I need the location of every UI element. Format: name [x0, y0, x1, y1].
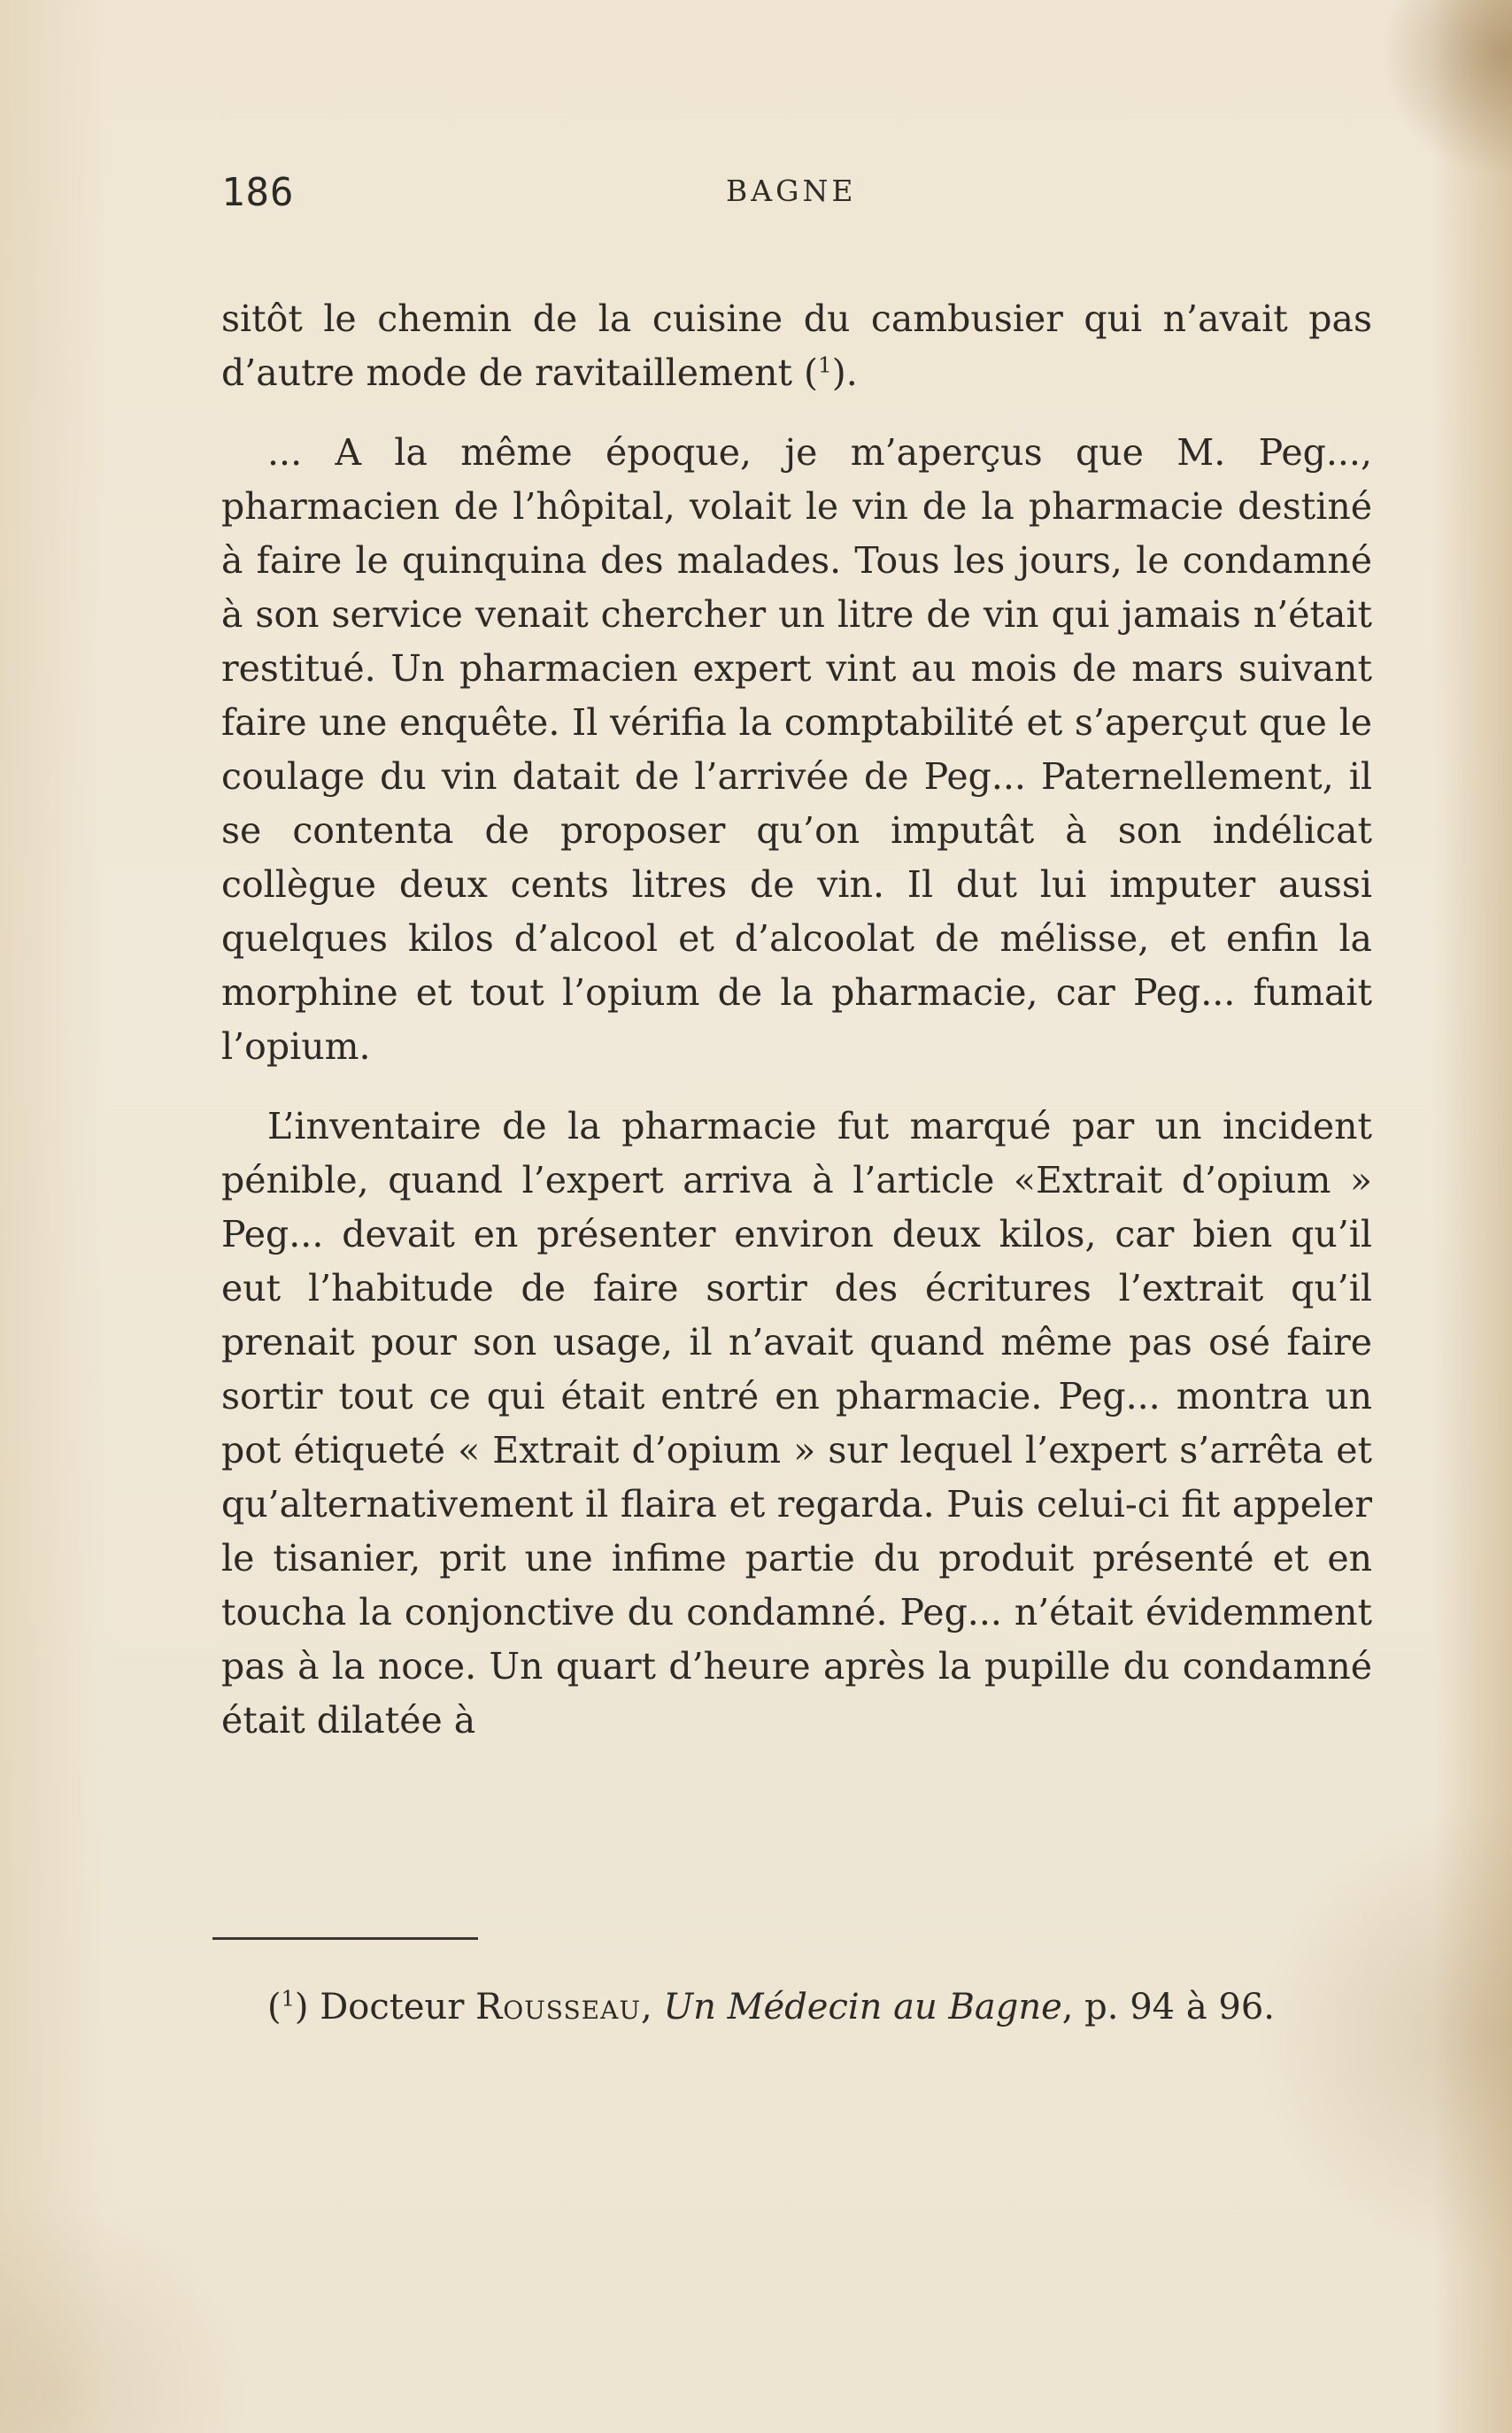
body-text	[221, 292, 1372, 1748]
page-number: 186	[221, 170, 295, 215]
footnote-book-title: Un Médecin au Bagne	[663, 1987, 1062, 2028]
footnote-prefix: Docteur	[308, 1987, 476, 2028]
footnote	[221, 1980, 1372, 2035]
paragraph-continuation	[221, 292, 1372, 400]
footnote-comma: ,	[640, 1987, 664, 2028]
footnote-author: Rousseau	[475, 1987, 641, 2028]
paragraph-1-end: ).	[831, 351, 858, 394]
footnote-marker-open: (	[267, 1987, 282, 2028]
running-title: BAGNE	[726, 174, 857, 208]
footnote-text	[221, 1980, 1372, 2035]
paragraph-3: L’inventaire de la pharmacie fut marqué par un incident pénible, quand l’expert arriva à l’article «Extrait d’opium » Peg... devait en présenter environ deux kilos, car bien qu’il eut l’habitude de faire sortir des écritures l’extrait qu’il prenait pour son usage, il n’avait quand même pas osé faire sortir tout ce qui était entré en pharmacie. Peg... montra un pot étiqueté « Extrait d’opium » sur lequel l’expert s’arrêta et qu’alternativement il flaira et regarda. Puis celui-ci fit appeler le tisanier, prit une infime partie du produit présenté et en toucha la conjonctive du condamné. Peg... n’était évidemment pas à la noce. Un quart d’heure après la pupille du condamné était dilatée à	[221, 1105, 1372, 1742]
footnote-reference: 1	[818, 351, 832, 378]
footnote-marker-close: )	[294, 1987, 309, 2028]
footnote-separator	[212, 1937, 478, 1940]
page-header	[221, 159, 1372, 230]
paragraph-1-text: sitôt le chemin de la cuisine du cambusier qui n’avait pas d’autre mode de ravitaillement (	[221, 297, 1372, 394]
paragraph-2: ... A la même époque, je m’aperçus que M. Peg..., pharmacien de l’hôpital, volait le vin de la pharmacie destiné à faire le quinquina des malades. Tous les jours, le condamné à son service venait chercher un litre de vin qui jamais n’était restitué. Un pharmacien expert vint au mois de mars suivant faire une enquête. Il vérifia la comptabilité et s’aperçut que le coulage du vin datait de l’arrivée de Peg... Paternellement, il se contenta de proposer qu’on imputât à son indélicat collègue deux cents litres de vin. Il dut lui imputer aussi quelques kilos d’alcool et d’alcoolat de mélisse, et enfin la morphine et tout l’opium de la pharmacie, car Peg... fumait l’opium.	[221, 431, 1372, 1068]
footnote-marker-number: 1	[281, 1986, 295, 2012]
footnote-pages: , p. 94 à 96.	[1061, 1987, 1276, 2028]
